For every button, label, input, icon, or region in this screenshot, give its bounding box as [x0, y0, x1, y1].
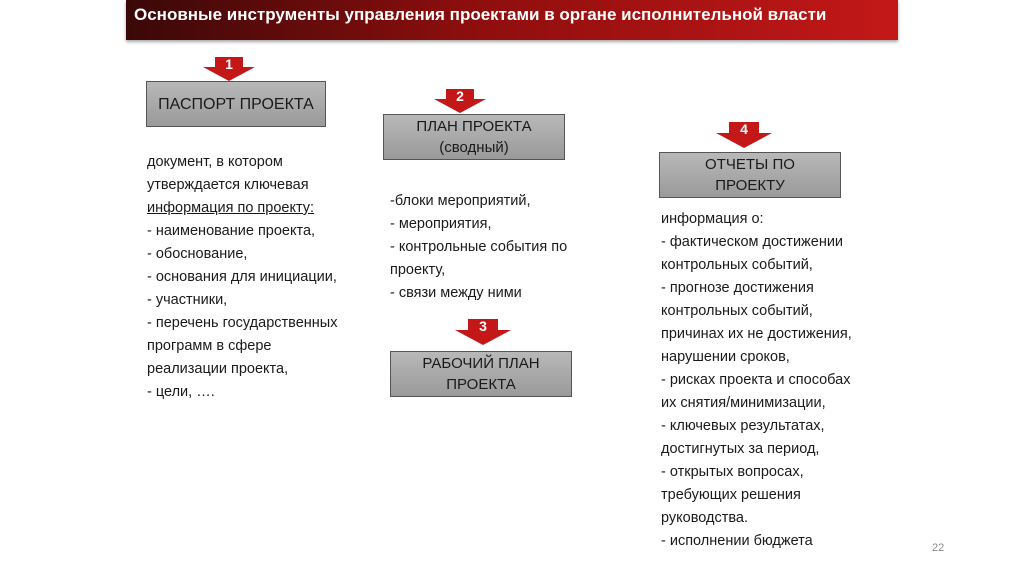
passport-line: - перечень государственных — [147, 315, 338, 331]
work-plan-box-label-line1: РАБОЧИЙ ПЛАН — [422, 355, 540, 372]
slide-title: Основные инструменты управления проектами в органе исполнительной власти — [134, 5, 827, 24]
reports-line: причинах их не достижения, — [661, 326, 852, 342]
plan-line: проекту, — [390, 262, 446, 278]
reports-line: достигнутых за период, — [661, 441, 820, 457]
passport-description — [147, 151, 337, 404]
work-plan-box — [390, 351, 572, 397]
step-2-number: 2 — [456, 88, 464, 104]
step-3-number: 3 — [479, 318, 487, 334]
plan-line: - связи между ними — [390, 285, 522, 301]
project-plan-box — [383, 114, 565, 160]
reports-line: - рисках проекта и способах — [661, 372, 851, 388]
reports-line: информация о: — [661, 211, 764, 227]
reports-line: - открытых вопросах, — [661, 464, 804, 480]
plan-line: -блоки мероприятий, — [390, 193, 531, 209]
passport-box — [146, 81, 326, 127]
passport-line: реализации проекта, — [147, 361, 289, 377]
passport-line: документ, в котором — [147, 154, 283, 170]
page-number: 22 — [932, 542, 945, 554]
reports-line: руководства. — [661, 510, 748, 526]
plan-line: - мероприятия, — [390, 216, 492, 232]
work-plan-box-label-line2: ПРОЕКТА — [446, 376, 516, 393]
passport-line: утверждается ключевая — [147, 177, 309, 193]
passport-line: - основания для инициации, — [147, 269, 337, 285]
plan-line: - контрольные события по — [390, 239, 568, 255]
step-1-number: 1 — [225, 56, 233, 72]
passport-line: - цели, …. — [147, 384, 215, 400]
step-2-arrow — [434, 89, 486, 113]
plan-description — [390, 190, 567, 305]
step-4-number: 4 — [740, 121, 748, 137]
title-bar — [126, 0, 898, 40]
project-plan-box-label-line2: (сводный) — [439, 139, 509, 156]
reports-line: - фактическом достижении — [661, 234, 844, 250]
step-1-arrow — [203, 57, 255, 81]
reports-line: контрольных событий, — [661, 257, 813, 273]
passport-line: - наименование проекта, — [147, 223, 316, 239]
passport-box-label: ПАСПОРТ ПРОЕКТА — [158, 95, 314, 113]
passport-line: информация по проекту: — [147, 200, 315, 216]
step-3-arrow — [455, 319, 511, 345]
reports-line: - ключевых результатах, — [661, 418, 825, 434]
passport-line: - участники, — [147, 292, 228, 308]
reports-line: контрольных событий, — [661, 303, 813, 319]
reports-line: нарушении сроков, — [661, 349, 790, 365]
passport-line: программ в сфере — [147, 338, 272, 354]
reports-line: их снятия/минимизации, — [661, 395, 826, 411]
reports-line: требующих решения — [661, 487, 801, 503]
passport-line: - обоснование, — [147, 246, 248, 262]
reports-description — [661, 208, 852, 553]
reports-box-label-line1: ОТЧЕТЫ ПО — [705, 156, 795, 173]
project-plan-box-label-line1: ПЛАН ПРОЕКТА — [416, 118, 532, 135]
reports-line: - прогнозе достижения — [661, 280, 814, 296]
reports-box — [659, 152, 841, 198]
reports-box-label-line2: ПРОЕКТУ — [715, 177, 785, 194]
step-4-arrow — [716, 122, 772, 148]
reports-line: - исполнении бюджета — [661, 533, 813, 549]
